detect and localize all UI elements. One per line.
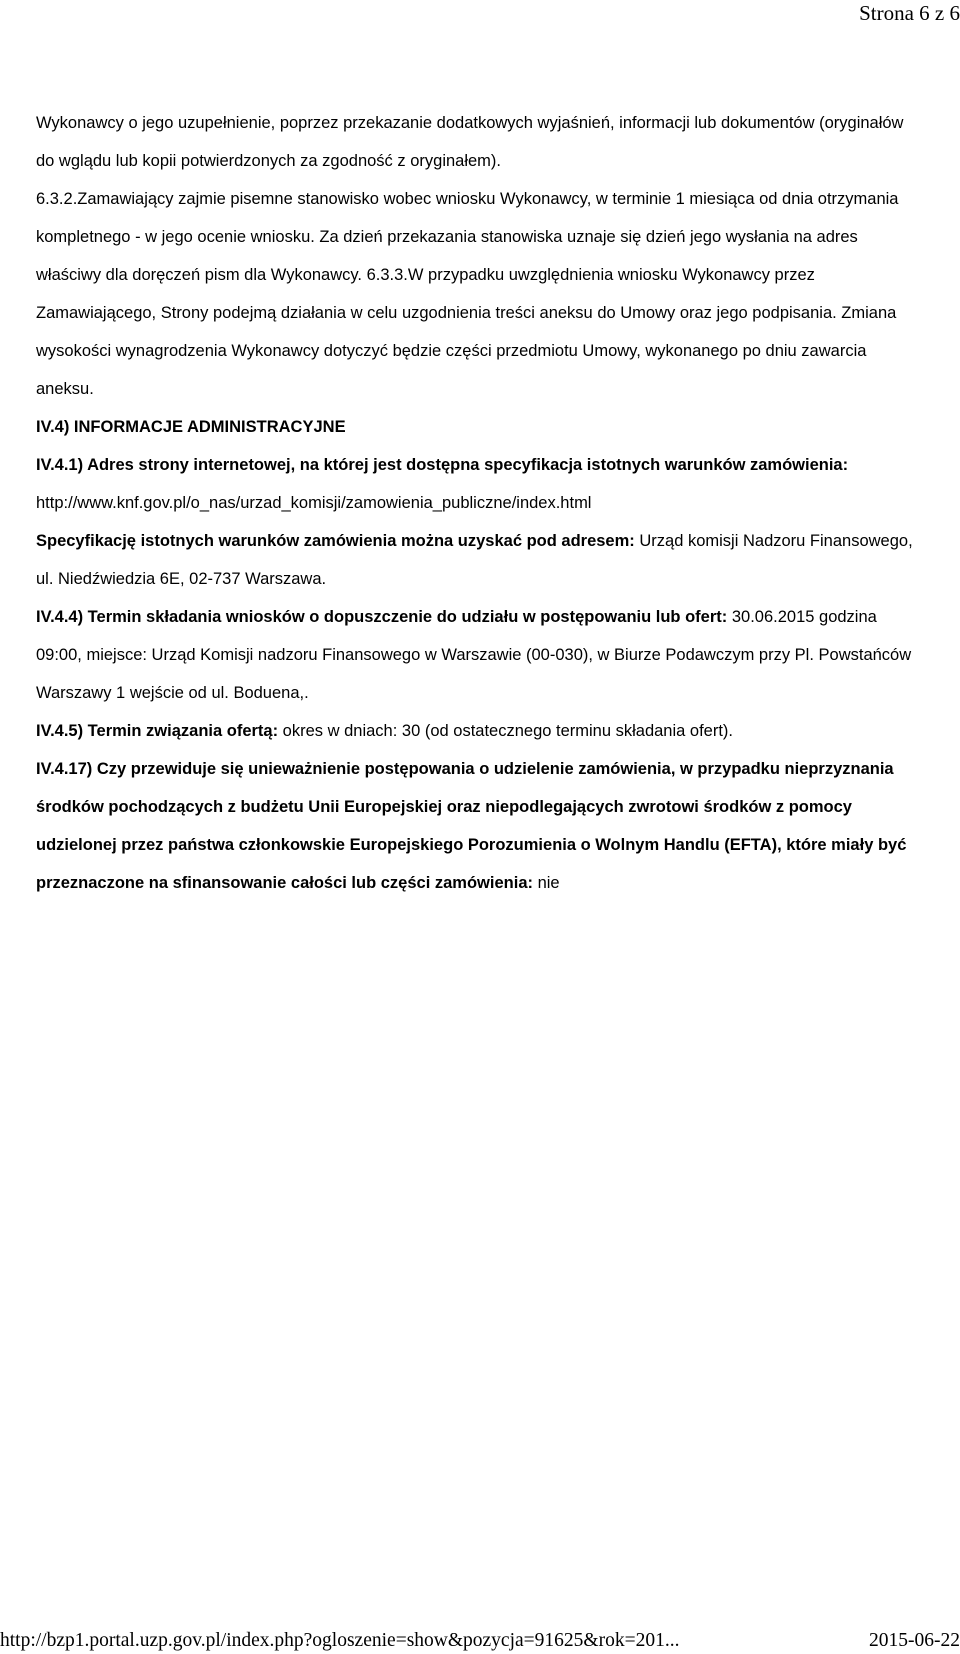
- item-iv-4-1: [36, 446, 926, 522]
- specification-address-label: Specyfikację istotnych warunków zamówienia można uzyskać pod adresem:: [36, 532, 635, 550]
- item-iv-4-17: [36, 750, 926, 902]
- footer-url: http://bzp1.portal.uzp.gov.pl/index.php?ogloszenie=show&pozycja=91625&rok=201...: [0, 1630, 680, 1651]
- paragraph-additional-info: Wykonawcy o jego uzupełnienie, poprzez przekazanie dodatkowych wyjaśnień, informacji lub dokumentów (oryginałów do wglądu lub kopii potwierdzonych za zgodność z oryginałem).: [36, 114, 904, 170]
- offer-binding-period-value: okres w dniach: 30 (od ostatecznego terminu składania ofert).: [282, 722, 733, 740]
- specification-url: http://www.knf.gov.pl/o_nas/urzad_komisji/zamowienia_publiczne/index.html: [36, 494, 592, 512]
- footer-date: 2015-06-22: [869, 1630, 960, 1651]
- item-iv-4-1-label: IV.4.1) Adres strony internetowej, na której jest dostępna specyfikacja istotnych warunków zamówienia:: [36, 456, 849, 474]
- submission-deadline-value: 30.06.2015 godzina 09:00, miejsce: Urząd Komisji nadzoru Finansowego w Warszawie (00-030), w Biurze Podawczym przy Pl. Powstańców Warszawy 1 wejście od ul. Boduena,.: [36, 608, 912, 702]
- page-footer: [0, 1628, 960, 1654]
- paragraph-contract-amendment: 6.3.2.Zamawiający zajmie pisemne stanowisko wobec wniosku Wykonawcy, w terminie 1 miesiąca od dnia otrzymania kompletnego - w jego ocenie wniosku. Za dzień przekazania stanowiska uznaje się dzień jego wysłania na adres właściwy dla doręczeń pism dla Wykonawcy. 6.3.3.W przypadku uwzględnienia wniosku Wykonawcy przez Zamawiającego, Strony podejmą działania w celu uzgodnienia treści aneksu do Umowy oraz jego podpisania. Zmiana wysokości wynagrodzenia Wykonawcy dotyczyć będzie części przedmiotu Umowy, wykonanego po dniu zawarcia aneksu.: [36, 190, 899, 398]
- item-iv-4-5: [36, 712, 926, 750]
- cancellation-answer-value: nie: [537, 874, 560, 892]
- item-iv-4-4-label: IV.4.4) Termin składania wniosków o dopuszczenie do udziału w postępowaniu lub ofert:: [36, 608, 728, 626]
- document-body: [36, 104, 926, 902]
- item-iv-4-17-label: IV.4.17) Czy przewiduje się unieważnienie postępowania o udzielenie zamówienia, w przypadku nieprzyznania środków pochodzących z budżetu Unii Europejskiej oraz niepodlegających zwrotowi środków z pomocy udzielonej przez państwa członkowskie Europejskiego Porozumienia o Wolnym Handlu (EFTA), które miały być przeznaczone na sfinansowanie całości lub części zamówienia:: [36, 760, 907, 892]
- item-specification-address: [36, 522, 926, 598]
- item-iv-4-4: [36, 598, 926, 712]
- specification-address-value: Urząd komisji Nadzoru Finansowego, ul. Niedźwiedzia 6E, 02-737 Warszawa.: [36, 532, 913, 588]
- page-number: Strona 6 z 6: [859, 1, 960, 25]
- section-heading-administrative-info: IV.4) INFORMACJE ADMINISTRACYJNE: [36, 418, 346, 436]
- item-iv-4-5-label: IV.4.5) Termin związania ofertą:: [36, 722, 279, 740]
